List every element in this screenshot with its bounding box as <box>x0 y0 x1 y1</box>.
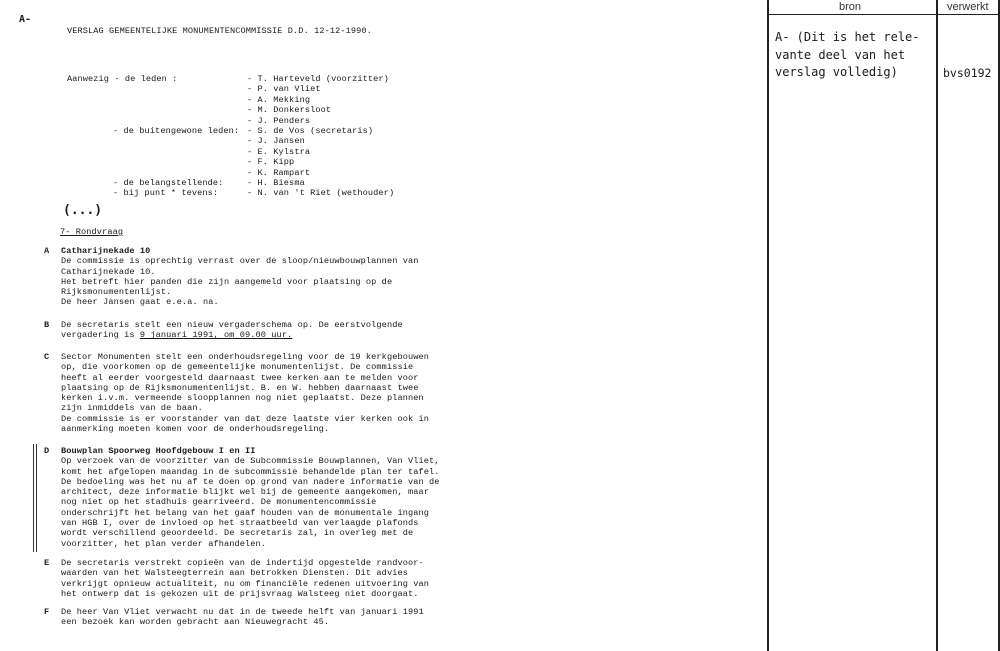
item-body <box>61 558 429 599</box>
attendance-list <box>67 74 427 199</box>
column-header-bron: bron <box>839 1 862 13</box>
attendance-name: - F. Kipp <box>247 157 295 168</box>
text-line: Catharijnekade 10. <box>61 266 156 277</box>
item-body <box>61 607 424 628</box>
text-line: onderschrijft het belang van het gaaf houden van de monumentale ingang <box>61 507 429 518</box>
table-border <box>998 0 1000 651</box>
attendance-row <box>67 95 427 105</box>
text-line: voorzitter, het plan verder afhandelen. <box>61 538 267 549</box>
text-line: Het betreft hier panden die zijn aangemeld voor plaatsing op de <box>61 276 393 287</box>
text-line: kerken i.v.m. vermeende sloopplannen nog niet geplaatst. Deze plannen <box>61 393 424 404</box>
attendance-row <box>67 116 427 126</box>
attendance-name: - K. Rampart <box>247 167 311 178</box>
item-letter: A <box>44 246 50 256</box>
text-line: Op verzoek van de voorzitter van de Subcommissie Bouwplannen, Van Vliet, <box>61 456 440 467</box>
text-line: architect, deze informatie blijkt wel bij de gemeente aangekomen, maar <box>61 487 429 498</box>
attendance-name: - P. van Vliet <box>247 84 321 95</box>
attendance-name: - N. van 't Riet (wethouder) <box>247 188 395 199</box>
text-line: De commissie is er voorstander van dat deze laatste vier kerken ook in <box>61 413 429 424</box>
attendance-name: - J. Penders <box>247 115 311 126</box>
text-line: heeft al eerder voorgesteld daarnaast twee kerken aan te melden voor <box>61 372 419 383</box>
text-line: op, die voorkomen op de gemeentelijke monumentenlijst. De commissie <box>61 362 414 373</box>
attendance-row <box>67 147 427 157</box>
text-line: Rijksmonumentenlijst. <box>61 287 172 298</box>
text-line: De heer Van Vliet verwacht nu dat in de tweede helft van januari 1991 <box>61 607 424 617</box>
margin-bar <box>36 444 37 552</box>
text-line: het ontwerp dat is gekozen uit de prijsvraag Walsteeg niet doorgaat. <box>61 588 419 599</box>
text-line: komt het afgelopen maandag in de subcommissie behandelde plan ter tafel. <box>61 466 440 477</box>
table-header-rule <box>767 14 1000 15</box>
item-body <box>61 320 403 341</box>
verwerkt-cell: bvs0192 <box>943 66 992 80</box>
attendance-name: - H. Biesma <box>247 177 305 188</box>
text-line: De secretaris stelt een nieuw vergaderschema op. De eerstvolgende <box>61 320 403 330</box>
item-letter: B <box>44 320 50 330</box>
item-body <box>61 352 429 434</box>
text-line: wordt verschillend geoordeeld. De secretaris zal, in overleg met de <box>61 528 414 539</box>
attendance-row <box>67 84 427 94</box>
item-body <box>61 446 440 549</box>
attendance-role: - bij punt * tevens: <box>113 188 219 199</box>
attendance-row <box>67 168 427 178</box>
attendance-row <box>67 105 427 115</box>
item-letter: D <box>44 446 50 456</box>
text-line: waarden van het Walsteegterrein aan betrokken Diensten. Dit advies <box>61 568 408 579</box>
attendance-row <box>67 157 427 167</box>
text-line: van HGB I, over de invloed op het straatbeeld van verlaagde plafonds <box>61 518 419 529</box>
attendance-row <box>67 74 427 84</box>
text-line: De bedoeling was het nu af te doen op grond van nadere informatie van de <box>61 476 440 487</box>
attendance-row <box>67 126 427 136</box>
margin-bar <box>33 444 34 552</box>
attendance-name: - A. Mekking <box>247 94 311 105</box>
table-border <box>767 0 769 651</box>
attendance-name: - M. Donkersloot <box>247 105 332 116</box>
text-line: verkrijgt opnieuw actualiteit, nu om financiële redenen uitvoering van <box>61 578 429 589</box>
bron-cell <box>775 29 920 82</box>
text-line: Sector Monumenten stelt een onderhoudsregeling voor de 19 kerkgebouwen <box>61 352 429 362</box>
attendance-name: - S. de Vos (secretaris) <box>247 125 374 136</box>
text-line: zijn inmiddels van de baan. <box>61 403 203 414</box>
text-line: De commissie is oprechtig verrast over de sloop/nieuwbouwplannen van <box>61 256 419 267</box>
text-line: De secretaris verstrekt copieën van de indertijd opgestelde randvoor- <box>61 558 424 568</box>
item-body <box>61 246 418 308</box>
attendance-row <box>67 136 427 146</box>
source-table <box>767 0 1000 651</box>
item-letter: F <box>44 607 50 617</box>
table-border <box>936 0 938 651</box>
column-header-verwerkt: verwerkt <box>947 1 989 13</box>
text-fragment: vergadering is <box>61 330 140 341</box>
attendance-role: - de buitengewone leden: <box>113 125 240 136</box>
attendance-role: Aanwezig - de leden : <box>67 74 178 84</box>
text-line: aanmerking moeten komen voor de onderhoudsregeling. <box>61 424 330 435</box>
text-line: nog niet op het stadhuis gearriveerd. De monumentencommissie <box>61 497 377 508</box>
attendance-role: - de belangstellende: <box>113 177 224 188</box>
bron-line: vante deel van het <box>775 47 906 62</box>
meeting-date: 9 januari 1991, om 09.00 uur. <box>139 330 293 341</box>
attendance-row <box>67 178 427 188</box>
text-line <box>61 330 403 340</box>
attendance-row <box>67 188 427 198</box>
item-title: Bouwplan Spoorweg Hoofdgebouw I en II <box>61 446 256 456</box>
ellipsis-marker: (...) <box>63 203 103 218</box>
text-line: een bezoek kan worden gebracht aan Nieuwegracht 45. <box>61 617 330 628</box>
item-title: Catharijnekade 10 <box>61 246 151 256</box>
section-heading: 7- Rondvraag <box>60 227 124 237</box>
margin-mark: A- <box>19 14 32 25</box>
bron-line: verslag volledig) <box>775 65 898 79</box>
text-line: plaatsing op de Rijksmonumentenlijst. B. en W. hebben daarnaast twee <box>61 382 419 393</box>
attendance-name: - E. Kylstra <box>247 146 311 157</box>
item-letter: E <box>44 558 50 568</box>
bron-line: A- (Dit is het rele- <box>775 30 920 44</box>
text-line: De heer Jansen gaat e.e.a. na. <box>61 297 219 308</box>
attendance-name: - T. Harteveld (voorzitter) <box>247 74 389 84</box>
document-title: VERSLAG GEMEENTELIJKE MONUMENTENCOMMISSIE D.D. 12-12-1990. <box>67 26 372 36</box>
attendance-name: - J. Jansen <box>247 136 305 147</box>
item-letter: C <box>44 352 50 362</box>
